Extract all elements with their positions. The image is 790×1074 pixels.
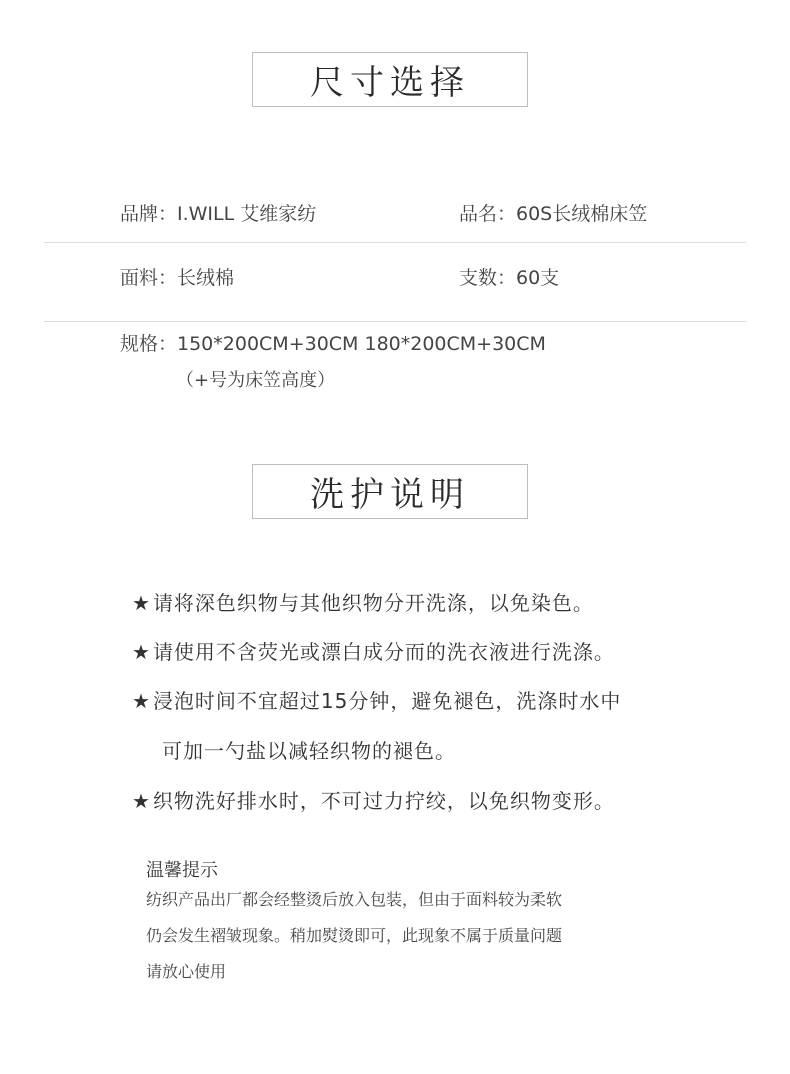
brand-text: 品牌：I.WILL 艾维家纺 xyxy=(120,203,317,225)
count-text: 支数：60支 xyxy=(459,267,560,289)
tips-line: 纺织产品出厂都会经整烫后放入包装，但由于面料较为柔软 xyxy=(146,890,563,909)
spec-text: 规格：150*200CM+30CM 180*200CM+30CM xyxy=(120,333,546,355)
care-instruction-text: 织物洗好排水时，不可过力拧绞，以免织物变形。 xyxy=(152,789,615,813)
star-icon: ★ xyxy=(132,789,151,813)
info-row-brand xyxy=(0,194,790,234)
star-icon: ★ xyxy=(132,591,151,615)
fabric-text: 面料：长绒棉 xyxy=(120,267,235,289)
star-icon: ★ xyxy=(132,689,151,713)
care-instruction xyxy=(132,637,615,667)
care-instruction xyxy=(132,786,615,816)
star-icon: ★ xyxy=(132,640,151,664)
size-section-title: 尺寸选择 xyxy=(252,52,528,107)
divider xyxy=(44,242,746,243)
care-instruction-text: 浸泡时间不宜超过15分钟，避免褪色，洗涤时水中 xyxy=(152,689,622,713)
care-instruction-continued xyxy=(162,736,456,766)
tips-line: 请放心使用 xyxy=(146,962,227,981)
care-instruction xyxy=(132,588,594,618)
product-name-text: 品名：60S长绒棉床笠 xyxy=(459,203,648,225)
spec-note-text: （+号为床笠高度） xyxy=(176,370,336,391)
care-instruction xyxy=(132,686,621,716)
tips-title: 温馨提示 xyxy=(146,860,218,881)
care-section-title: 洗护说明 xyxy=(252,464,528,519)
info-row-fabric xyxy=(0,258,790,298)
tips-line: 仍会发生褶皱现象。稍加熨烫即可，此现象不属于质量问题 xyxy=(146,926,563,945)
divider xyxy=(44,321,746,322)
care-instruction-text: 可加一勺盐以减轻织物的褪色。 xyxy=(162,739,456,763)
care-instruction-text: 请将深色织物与其他织物分开洗涤，以免染色。 xyxy=(152,591,594,615)
care-instruction-text: 请使用不含荧光或漂白成分而的洗衣液进行洗涤。 xyxy=(152,640,615,664)
